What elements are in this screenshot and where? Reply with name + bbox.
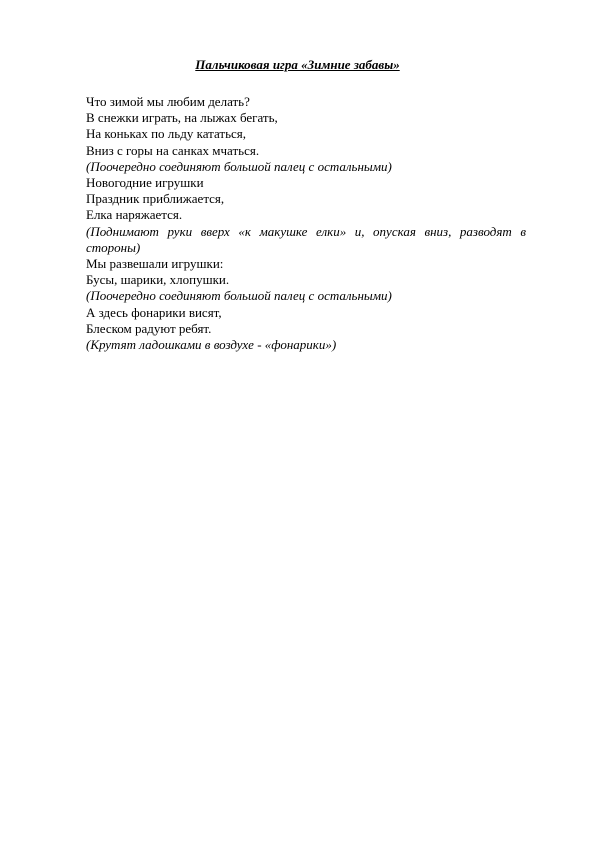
verse-line: На коньках по льду кататься, [86, 126, 247, 142]
stage-direction: (Поочередно соединяют большой палец с остальными) [86, 288, 392, 304]
verse-line: А здесь фонарики висят, [86, 304, 222, 320]
verse-line: Новогодние игрушки [86, 175, 204, 191]
verse-line: Блеском радуют ребят. [86, 320, 212, 336]
stage-direction: (Поднимают руки вверх «к макушке елки» и, опуская вниз, разводят в стороны) [86, 223, 526, 255]
verse-line: В снежки играть, на лыжах бегать, [86, 110, 278, 126]
verse-line: Бусы, шарики, хлопушки. [86, 272, 230, 288]
stage-direction: (Поочередно соединяют большой палец с остальными) [86, 158, 392, 174]
verse-line: Вниз с горы на санках мчаться. [86, 142, 260, 158]
verse-line: Что зимой мы любим делать? [86, 94, 250, 109]
verse-line: Елка наряжается. [86, 207, 183, 223]
poem-body [86, 94, 526, 353]
verse-line: Праздник приближается, [86, 191, 225, 207]
document-title: Пальчиковая игра «Зимние забавы» [195, 57, 400, 72]
stage-direction: (Крутят ладошками в воздухе - «фонарики») [86, 337, 337, 353]
verse-line: Мы развешали игрушки: [86, 256, 224, 272]
